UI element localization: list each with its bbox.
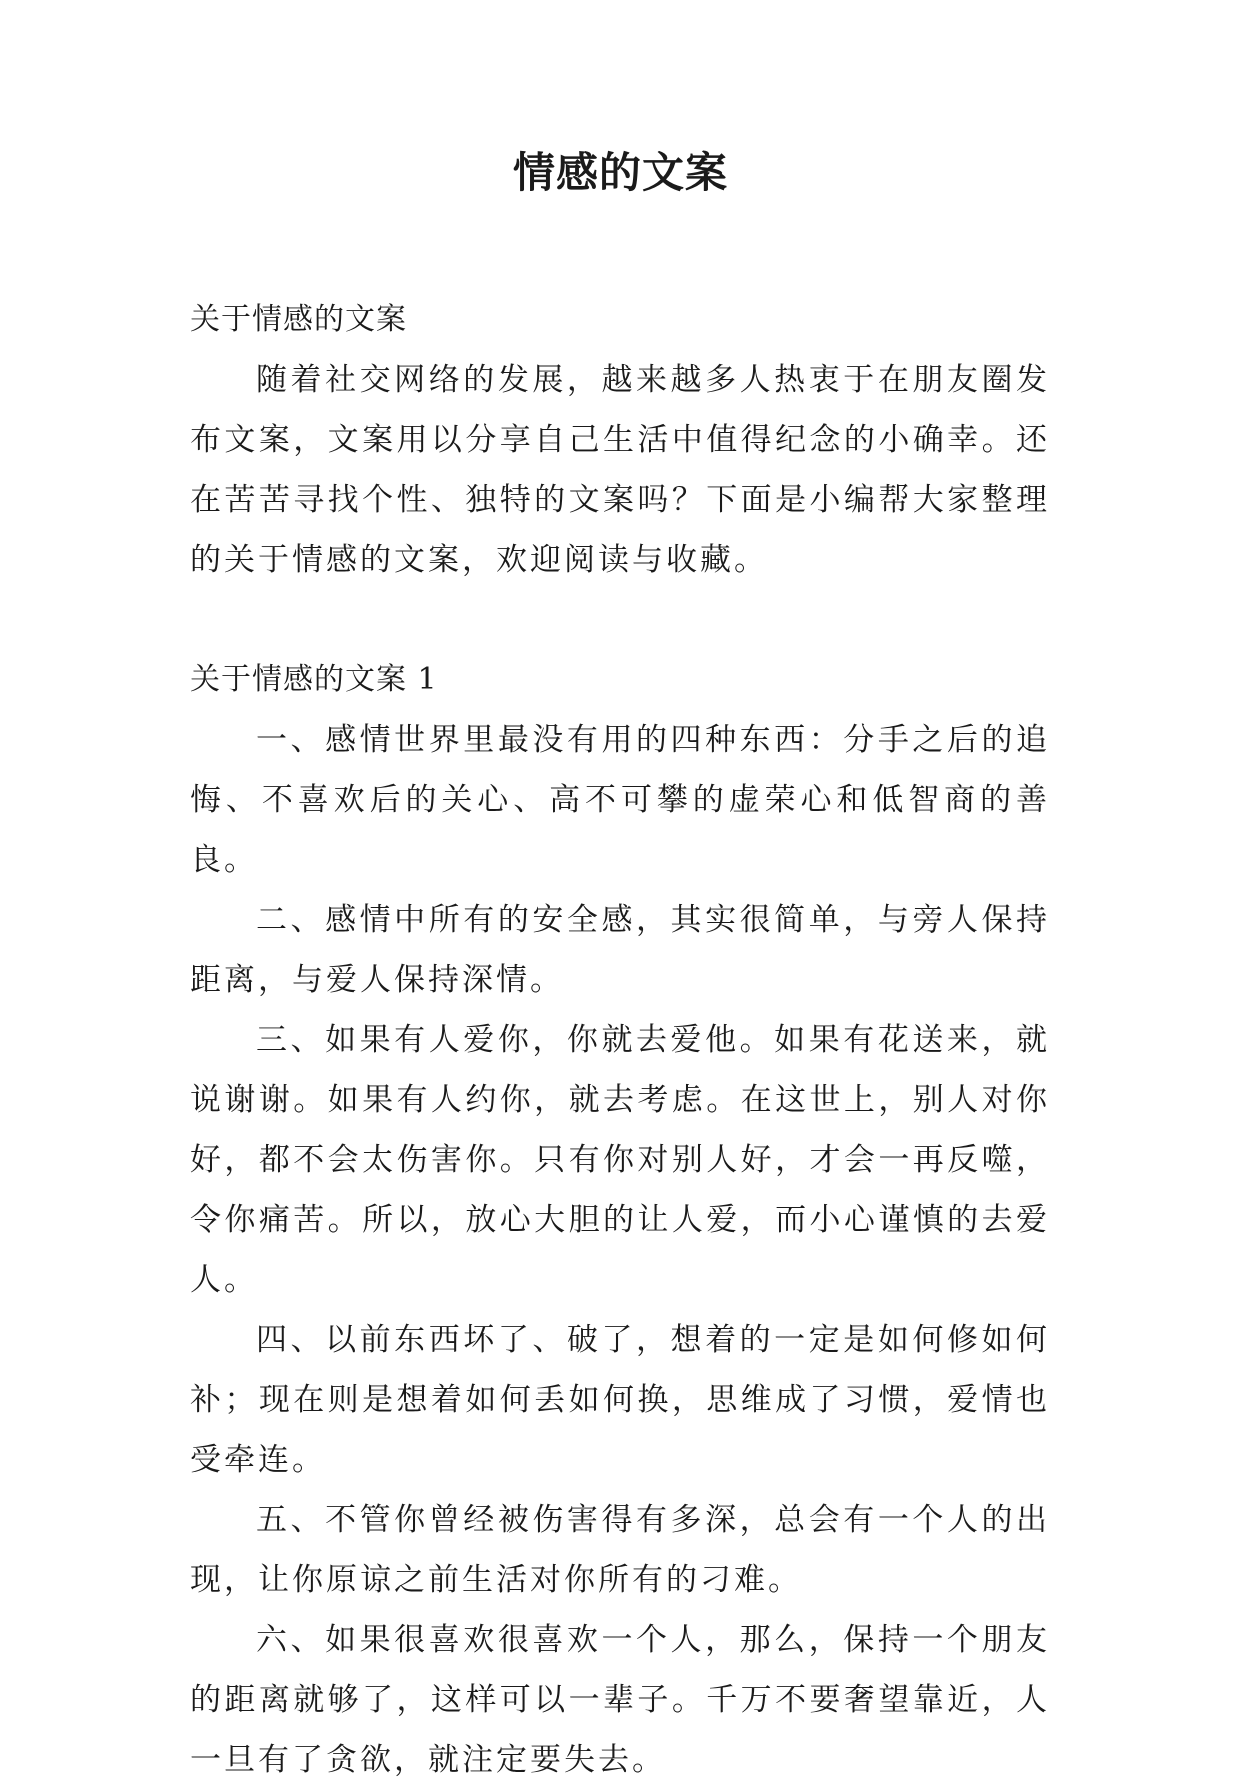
section-heading: 关于情感的文案 [190,302,407,337]
item-paragraph-6: 六、如果很喜欢很喜欢一个人，那么，保持一个朋友的距离就够了，这样可以一辈子。千万不要奢望靠近，人一旦有了贪欲，就注定要失去。 [190,1622,1050,1778]
document-title: 情感的文案 [512,148,728,197]
intro-paragraph: 随着社交网络的发展，越来越多人热衷于在朋友圈发布文案，文案用以分享自己生活中值得纪念的小确幸。还在苦苦寻找个性、独特的文案吗？下面是小编帮大家整理的关于情感的文案，欢迎阅读与收藏。 [190,362,1050,578]
subheading: 关于情感的文案 1 [190,662,438,697]
document-body [190,290,1050,1790]
item-paragraph-5: 五、不管你曾经被伤害得有多深，总会有一个人的出现，让你原谅之前生活对你所有的刁难。 [190,1502,1050,1598]
item-paragraph-1: 一、感情世界里最没有用的四种东西：分手之后的追悔、不喜欢后的关心、高不可攀的虚荣心和低智商的善良。 [190,722,1050,878]
item-paragraph-2: 二、感情中所有的安全感，其实很简单，与旁人保持距离，与爱人保持深情。 [190,902,1050,998]
item-paragraph-3: 三、如果有人爱你，你就去爱他。如果有花送来，就说谢谢。如果有人约你，就去考虑。在这世上，别人对你好，都不会太伤害你。只有你对别人好，才会一再反噬，令你痛苦。所以，放心大胆的让人爱，而小心谨慎的去爱人。 [190,1022,1050,1298]
item-paragraph-4: 四、以前东西坏了、破了，想着的一定是如何修如何补；现在则是想着如何丢如何换，思维成了习惯，爱情也受牵连。 [190,1322,1050,1478]
